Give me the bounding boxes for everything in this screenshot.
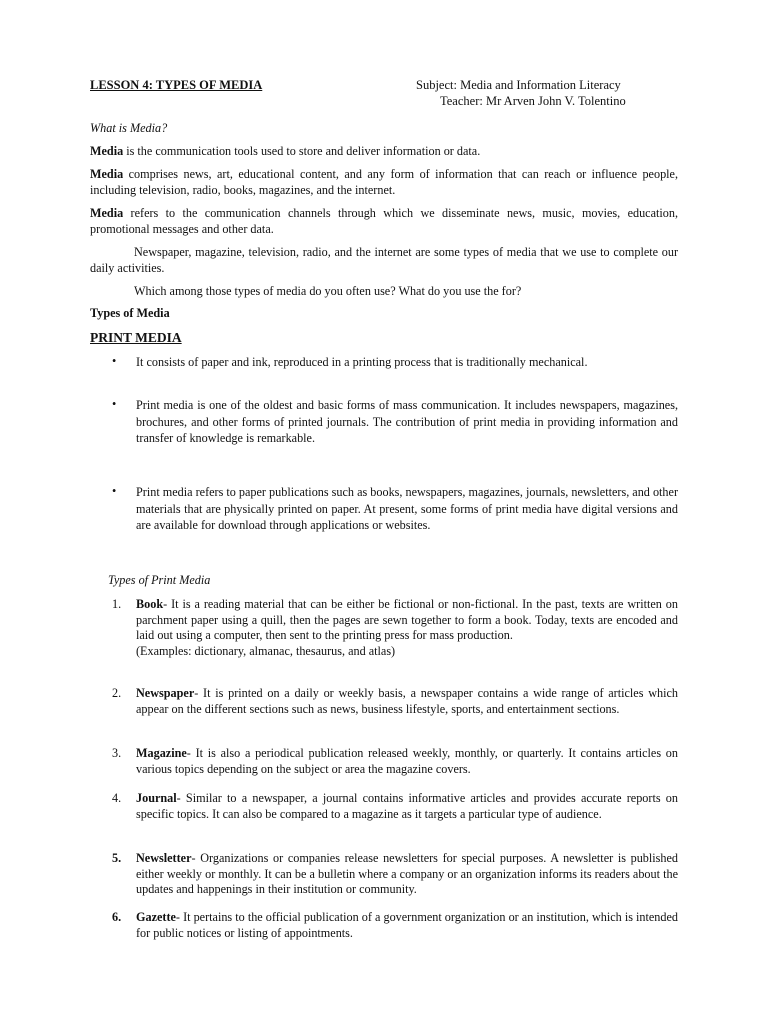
question-paragraph: Which among those types of media do you often use? What do you use the for? (134, 284, 522, 298)
bullet-text: Print media refers to paper publications such as books, newspapers, magazines, journals, newsletters, and other materials that are physically printed on paper. At present, some forms of print media have digital versions and are available for download through applications or websites. (136, 485, 678, 532)
definition-term: Media (90, 167, 124, 181)
definition-text: is the communication tools used to store and deliver information or data. (123, 144, 481, 158)
item-term: Magazine (136, 746, 187, 760)
definition-term: Media (90, 144, 124, 158)
list-number: 2. (112, 686, 122, 700)
subject-line: Subject: Media and Information Literacy (416, 78, 621, 92)
definition-paragraph (90, 206, 678, 237)
definition-paragraph (90, 144, 678, 160)
what-is-media-heading: What is Media? (90, 121, 168, 135)
bullet-text: Print media is one of the oldest and basic forms of mass communication. It includes newspapers, magazines, brochures, and other forms of printed journals. The contribution of print media in providing information and transfer of knowledge is remarkable. (136, 398, 678, 445)
bullet-item (112, 397, 678, 447)
bullet-icon: • (112, 354, 117, 368)
list-item (112, 686, 678, 717)
item-text: - It is printed on a daily or weekly basis, a newspaper contains a wide range of articles which appear on the different sections such as news, business lifestyle, sports, and entertainment sections. (136, 686, 678, 716)
item-term: Gazette (136, 910, 176, 924)
definition-text: comprises news, art, educational content, and any form of information that can reach or influence people, including television, radio, books, magazines, and the internet. (90, 167, 678, 197)
bullet-icon: • (112, 484, 117, 498)
list-number: 4. (112, 791, 122, 805)
item-examples: (Examples: dictionary, almanac, thesaurus, and atlas) (136, 643, 396, 658)
list-item (112, 746, 678, 777)
item-text: - It is a reading material that can be either be fictional or non-fictional. In the past, texts are written on parchment paper using a quill, then the pages are sewn together to form a book. Today, texts are encoded and laid out using a computer, then sent to the printing press for mass production. (136, 597, 678, 642)
types-of-print-media-heading: Types of Print Media (108, 573, 211, 587)
item-text: - It pertains to the official publication of a government organization or an institution, which is intended for public notices or listing of appointments. (136, 910, 678, 940)
list-number: 3. (112, 746, 122, 760)
list-number: 1. (112, 597, 122, 611)
item-text: - Similar to a newspaper, a journal contains informative articles and provides accurate reports on specific topics. It can also be compared to a magazine as it targets a particular type of audience. (136, 791, 678, 821)
item-term: Journal (136, 791, 177, 805)
item-text: - Organizations or companies release newsletters for special purposes. A newsletter is published either weekly or monthly. It can be a bulletin where a company or an organization informs its readers about the updates and happenings in their institution or community. (136, 851, 678, 896)
bullet-icon: • (112, 397, 117, 411)
list-item (112, 791, 678, 822)
lesson-title: LESSON 4: TYPES OF MEDIA (90, 78, 263, 92)
item-term: Book (136, 597, 164, 611)
bullet-item (112, 354, 678, 371)
definition-term: Media (90, 206, 124, 220)
bullet-item (112, 484, 678, 534)
bullet-text: It consists of paper and ink, reproduced in a printing process that is traditionally mechanical. (136, 355, 588, 369)
types-of-media-heading: Types of Media (90, 306, 170, 320)
list-item (112, 851, 678, 898)
body-paragraph: Newspaper, magazine, television, radio, and the internet are some types of media that we use to complete our daily activities. (90, 245, 678, 275)
item-term: Newspaper (136, 686, 195, 700)
list-number: 5. (112, 851, 122, 865)
teacher-line: Teacher: Mr Arven John V. Tolentino (440, 94, 626, 108)
item-text: - It is also a periodical publication released weekly, monthly, or quarterly. It contains articles on various topics depending on the subject or area the magazine covers. (136, 746, 678, 776)
print-media-heading: PRINT MEDIA (90, 330, 182, 345)
item-term: Newsletter (136, 851, 192, 865)
list-number: 6. (112, 910, 122, 924)
definition-text: refers to the communication channels through which we disseminate news, music, movies, education, promotional messages and other data. (90, 206, 678, 236)
list-item (112, 597, 678, 659)
list-item (112, 910, 678, 941)
definition-paragraph (90, 167, 678, 198)
